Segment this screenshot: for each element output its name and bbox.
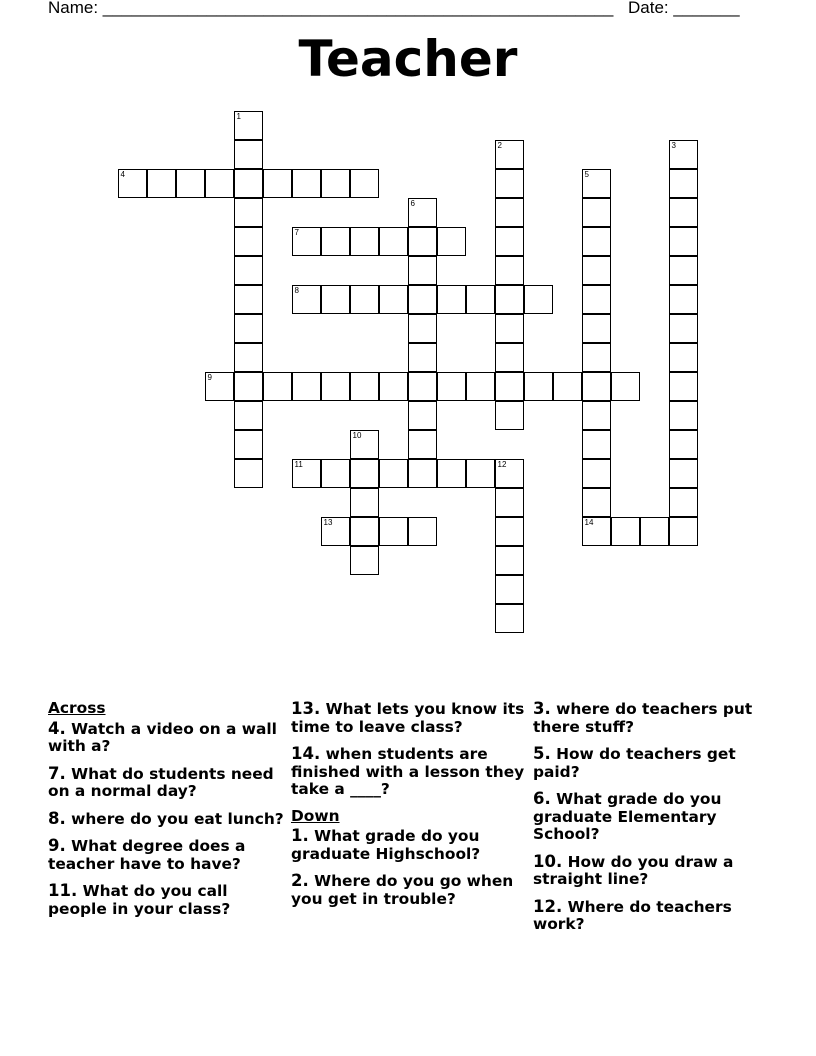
grid-cell[interactable] <box>495 198 524 227</box>
grid-cell[interactable] <box>321 372 350 401</box>
grid-cell[interactable] <box>350 517 379 546</box>
grid-cell[interactable] <box>495 343 524 372</box>
grid-cell[interactable] <box>524 285 553 314</box>
grid-cell[interactable] <box>669 343 698 372</box>
grid-cell[interactable] <box>408 256 437 285</box>
clue-number: 3 <box>671 140 676 150</box>
date-line: Date: _______ <box>628 0 740 17</box>
clue-down-12: 12. Where do teachers work? <box>533 896 732 933</box>
clue-number: 7 <box>294 227 299 237</box>
grid-cell[interactable] <box>495 517 524 546</box>
clue-number: 6 <box>410 198 415 208</box>
grid-cell[interactable] <box>582 401 611 430</box>
grid-cell[interactable] <box>495 140 524 169</box>
grid-cell[interactable] <box>350 459 379 488</box>
clue-number: 10 <box>352 430 362 440</box>
grid-cell[interactable] <box>524 372 553 401</box>
grid-cell[interactable] <box>582 488 611 517</box>
grid-cell[interactable] <box>263 372 292 401</box>
grid-cell[interactable] <box>234 111 263 140</box>
grid-cell[interactable] <box>263 169 292 198</box>
grid-cell[interactable] <box>495 575 524 604</box>
grid-cell[interactable] <box>582 459 611 488</box>
grid-cell[interactable] <box>582 198 611 227</box>
grid-cell[interactable] <box>466 459 495 488</box>
clue-number: 1 <box>236 111 241 121</box>
grid-cell[interactable] <box>350 430 379 459</box>
grid-cell[interactable] <box>118 169 147 198</box>
grid-cell[interactable] <box>553 372 582 401</box>
grid-cell[interactable] <box>495 401 524 430</box>
grid-cell[interactable] <box>495 546 524 575</box>
grid-cell[interactable] <box>582 430 611 459</box>
grid-cell[interactable] <box>408 430 437 459</box>
grid-cell[interactable] <box>234 314 263 343</box>
grid-cell[interactable] <box>495 459 524 488</box>
grid-cell[interactable] <box>379 227 408 256</box>
across-heading: Across <box>48 699 106 717</box>
grid-cell[interactable] <box>669 401 698 430</box>
grid-cell[interactable] <box>669 140 698 169</box>
name-line: Name: ______________________________________________________ <box>48 0 614 17</box>
grid-cell[interactable] <box>321 517 350 546</box>
grid-cell[interactable] <box>582 256 611 285</box>
grid-cell[interactable] <box>669 517 698 546</box>
grid-cell[interactable] <box>582 285 611 314</box>
clue-number: 12 <box>497 459 507 469</box>
grid-cell[interactable] <box>495 285 524 314</box>
grid-cell[interactable] <box>495 372 524 401</box>
grid-cell[interactable] <box>495 227 524 256</box>
grid-cell[interactable] <box>408 517 437 546</box>
clue-number: 13 <box>323 517 333 527</box>
grid-cell[interactable] <box>234 372 263 401</box>
grid-cell[interactable] <box>234 285 263 314</box>
clue-number: 2 <box>497 140 502 150</box>
clue-number: 9 <box>207 372 212 382</box>
grid-cell[interactable] <box>640 517 669 546</box>
grid-cell[interactable] <box>379 459 408 488</box>
grid-cell[interactable] <box>669 227 698 256</box>
clues-column-3 <box>533 700 773 943</box>
grid-cell[interactable] <box>321 227 350 256</box>
grid-cell[interactable] <box>495 169 524 198</box>
grid-cell[interactable] <box>234 459 263 488</box>
grid-cell[interactable] <box>669 198 698 227</box>
grid-cell[interactable] <box>495 488 524 517</box>
clue-down-6: 6. What grade do you graduate Elementary School? <box>533 789 722 843</box>
grid-cell[interactable] <box>205 372 234 401</box>
grid-cell[interactable] <box>669 314 698 343</box>
grid-cell[interactable] <box>669 285 698 314</box>
grid-cell[interactable] <box>234 169 263 198</box>
grid-cell[interactable] <box>321 285 350 314</box>
clue-number: 8 <box>294 285 299 295</box>
grid-cell[interactable] <box>234 198 263 227</box>
grid-cell[interactable] <box>408 198 437 227</box>
grid-cell[interactable] <box>379 285 408 314</box>
grid-cell[interactable] <box>408 372 437 401</box>
grid-cell[interactable] <box>408 314 437 343</box>
grid-cell[interactable] <box>437 372 466 401</box>
clue-across-13: 13. What lets you know its time to leave class? <box>291 699 525 736</box>
grid-cell[interactable] <box>408 343 437 372</box>
grid-cell[interactable] <box>437 459 466 488</box>
grid-cell[interactable] <box>408 285 437 314</box>
clue-number: 14 <box>584 517 594 527</box>
grid-cell[interactable] <box>669 169 698 198</box>
clue-across-4: 4. Watch a video on a wall with a? <box>48 718 277 755</box>
grid-cell[interactable] <box>408 459 437 488</box>
grid-cell[interactable] <box>234 140 263 169</box>
grid-cell[interactable] <box>582 372 611 401</box>
grid-cell[interactable] <box>292 227 321 256</box>
grid-cell[interactable] <box>350 227 379 256</box>
grid-cell[interactable] <box>147 169 176 198</box>
grid-cell[interactable] <box>350 488 379 517</box>
grid-cell[interactable] <box>350 372 379 401</box>
clue-down-10: 10. How do you draw a straight line? <box>533 851 734 888</box>
grid-cell[interactable] <box>292 169 321 198</box>
grid-cell[interactable] <box>234 227 263 256</box>
clue-number: 4 <box>120 169 125 179</box>
clues-column-2 <box>291 700 526 917</box>
page-title: Teacher <box>298 30 518 88</box>
grid-cell[interactable] <box>321 169 350 198</box>
clue-across-9: 9. What degree does a teacher have to have? <box>48 836 246 873</box>
clues-column-1 <box>48 700 288 927</box>
grid-cell[interactable] <box>408 401 437 430</box>
grid-cell[interactable] <box>466 372 495 401</box>
grid-cell[interactable] <box>611 517 640 546</box>
grid-cell[interactable] <box>582 169 611 198</box>
grid-cell[interactable] <box>582 517 611 546</box>
grid-cell[interactable] <box>495 314 524 343</box>
grid-cell[interactable] <box>350 285 379 314</box>
grid-cell[interactable] <box>205 169 234 198</box>
grid-cell[interactable] <box>234 430 263 459</box>
grid-cell[interactable] <box>669 372 698 401</box>
clue-number: 5 <box>584 169 589 179</box>
grid-cell[interactable] <box>292 372 321 401</box>
grid-cell[interactable] <box>582 314 611 343</box>
clue-down-1: 1. What grade do you graduate Highschool? <box>291 826 481 863</box>
grid-cell[interactable] <box>350 169 379 198</box>
grid-cell[interactable] <box>408 227 437 256</box>
down-heading: Down <box>291 806 340 825</box>
grid-cell[interactable] <box>379 517 408 546</box>
grid-cell[interactable] <box>495 604 524 633</box>
grid-cell[interactable] <box>234 256 263 285</box>
grid-cell[interactable] <box>176 169 205 198</box>
grid-cell[interactable] <box>669 488 698 517</box>
clue-down-2: 2. Where do you go when you get in trouble? <box>291 871 514 908</box>
grid-cell[interactable] <box>292 459 321 488</box>
clue-across-14: 14. when students are finished with a lesson they take a ____? <box>291 744 525 798</box>
grid-cell[interactable] <box>495 256 524 285</box>
clue-across-7: 7. What do students need on a normal day? <box>48 763 274 800</box>
grid-cell[interactable] <box>437 227 466 256</box>
grid-cell[interactable] <box>669 430 698 459</box>
clue-number: 11 <box>294 459 303 469</box>
grid-cell[interactable] <box>234 401 263 430</box>
grid-cell[interactable] <box>669 256 698 285</box>
clue-across-8: 8. where do you eat lunch? <box>48 808 284 828</box>
grid-cell[interactable] <box>437 285 466 314</box>
grid-cell[interactable] <box>611 372 640 401</box>
grid-cell[interactable] <box>321 459 350 488</box>
grid-cell[interactable] <box>292 285 321 314</box>
grid-cell[interactable] <box>234 343 263 372</box>
clue-down-5: 5. How do teachers get paid? <box>533 744 736 781</box>
grid-cell[interactable] <box>582 343 611 372</box>
clue-across-11: 11. What do you call people in your class? <box>48 881 231 918</box>
grid-cell[interactable] <box>379 372 408 401</box>
grid-cell[interactable] <box>669 459 698 488</box>
grid-cell[interactable] <box>350 546 379 575</box>
grid-cell[interactable] <box>466 285 495 314</box>
grid-cell[interactable] <box>582 227 611 256</box>
clue-down-3: 3. where do teachers put there stuff? <box>533 699 753 736</box>
